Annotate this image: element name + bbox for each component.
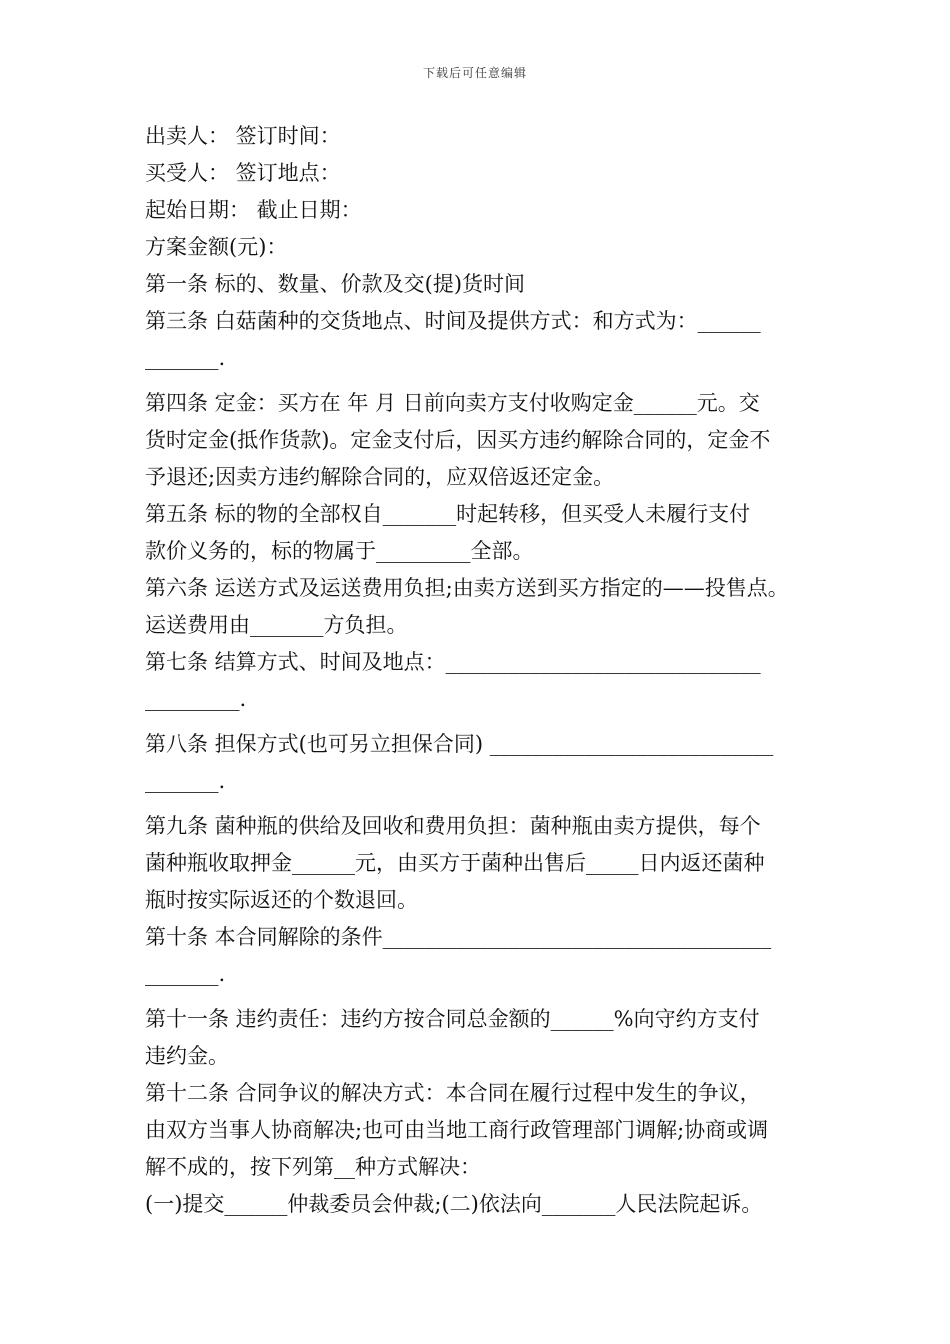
article-4-cont-2: 予退还;因卖方违约解除合同的，应双倍返还定金。 (145, 465, 615, 489)
article-1: 第一条 标的、数量、价款及交(提)货时间 (145, 272, 526, 296)
article-12-cont-2: 解不成的，按下列第__种方式解决： (145, 1155, 481, 1179)
buyer-line: 买受人： 签订地点： (145, 161, 341, 185)
article-7-cont: _________. (145, 687, 247, 711)
article-6: 第六条 运送方式及运送费用负担;由卖方送到买方指定的——投售点。 (145, 576, 789, 600)
article-11-cont: 违约金。 (145, 1044, 229, 1068)
article-4: 第四条 定金：买方在 年 月 日前向卖方支付收购定金______元。交 (145, 391, 760, 415)
article-11: 第十一条 违约责任：违约方按合同总金额的______%向守约方支付 (145, 1007, 760, 1031)
article-3: 第三条 白菇菌种的交货地点、时间及提供方式：和方式为：______ (145, 309, 761, 333)
article-5-cont: 款价义务的，标的物属于_________全部。 (145, 539, 534, 563)
article-3-cont: _______. (145, 346, 226, 370)
article-8: 第八条 担保方式(也可另立担保合同) ___________________________ (145, 732, 774, 756)
amount-line: 方案金额(元)： (145, 235, 288, 259)
dates-line: 起始日期： 截止日期： (145, 198, 362, 222)
article-12: 第十二条 合同争议的解决方式：本合同在履行过程中发生的争议， (145, 1081, 761, 1105)
page-header-note: 下载后可任意编辑 (422, 66, 527, 80)
article-10-cont: _______. (145, 962, 226, 986)
article-10: 第十条 本合同解除的条件_____________________________________ (145, 925, 772, 949)
article-5: 第五条 标的物的全部权自_______时起转移，但买受人未履行支付 (145, 502, 751, 526)
article-9-cont-1: 菌种瓶收取押金______元，由买方于菌种出售后_____日内返还菌种 (145, 851, 765, 875)
article-4-cont-1: 货时定金(抵作货款)。定金支付后，因买方违约解除合同的，定金不 (145, 428, 771, 452)
article-8-cont: _______. (145, 769, 226, 793)
seller-line: 出卖人： 签订时间： (145, 124, 341, 148)
article-7: 第七条 结算方式、时间及地点：______________________________ (145, 650, 761, 674)
article-6-cont: 运送费用由_______方负担。 (145, 613, 408, 637)
article-9-cont-2: 瓶时按实际返还的个数退回。 (145, 888, 418, 912)
article-12-cont-1: 由双方当事人协商解决;也可由当地工商行政管理部门调解;协商或调 (145, 1118, 769, 1142)
contract-body (145, 118, 815, 1223)
article-9: 第九条 菌种瓶的供给及回收和费用负担：菌种瓶由卖方提供，每个 (145, 814, 761, 838)
article-12-options: (一)提交______仲裁委员会仲裁;(二)依法向_______人民法院起诉。 (145, 1192, 763, 1216)
